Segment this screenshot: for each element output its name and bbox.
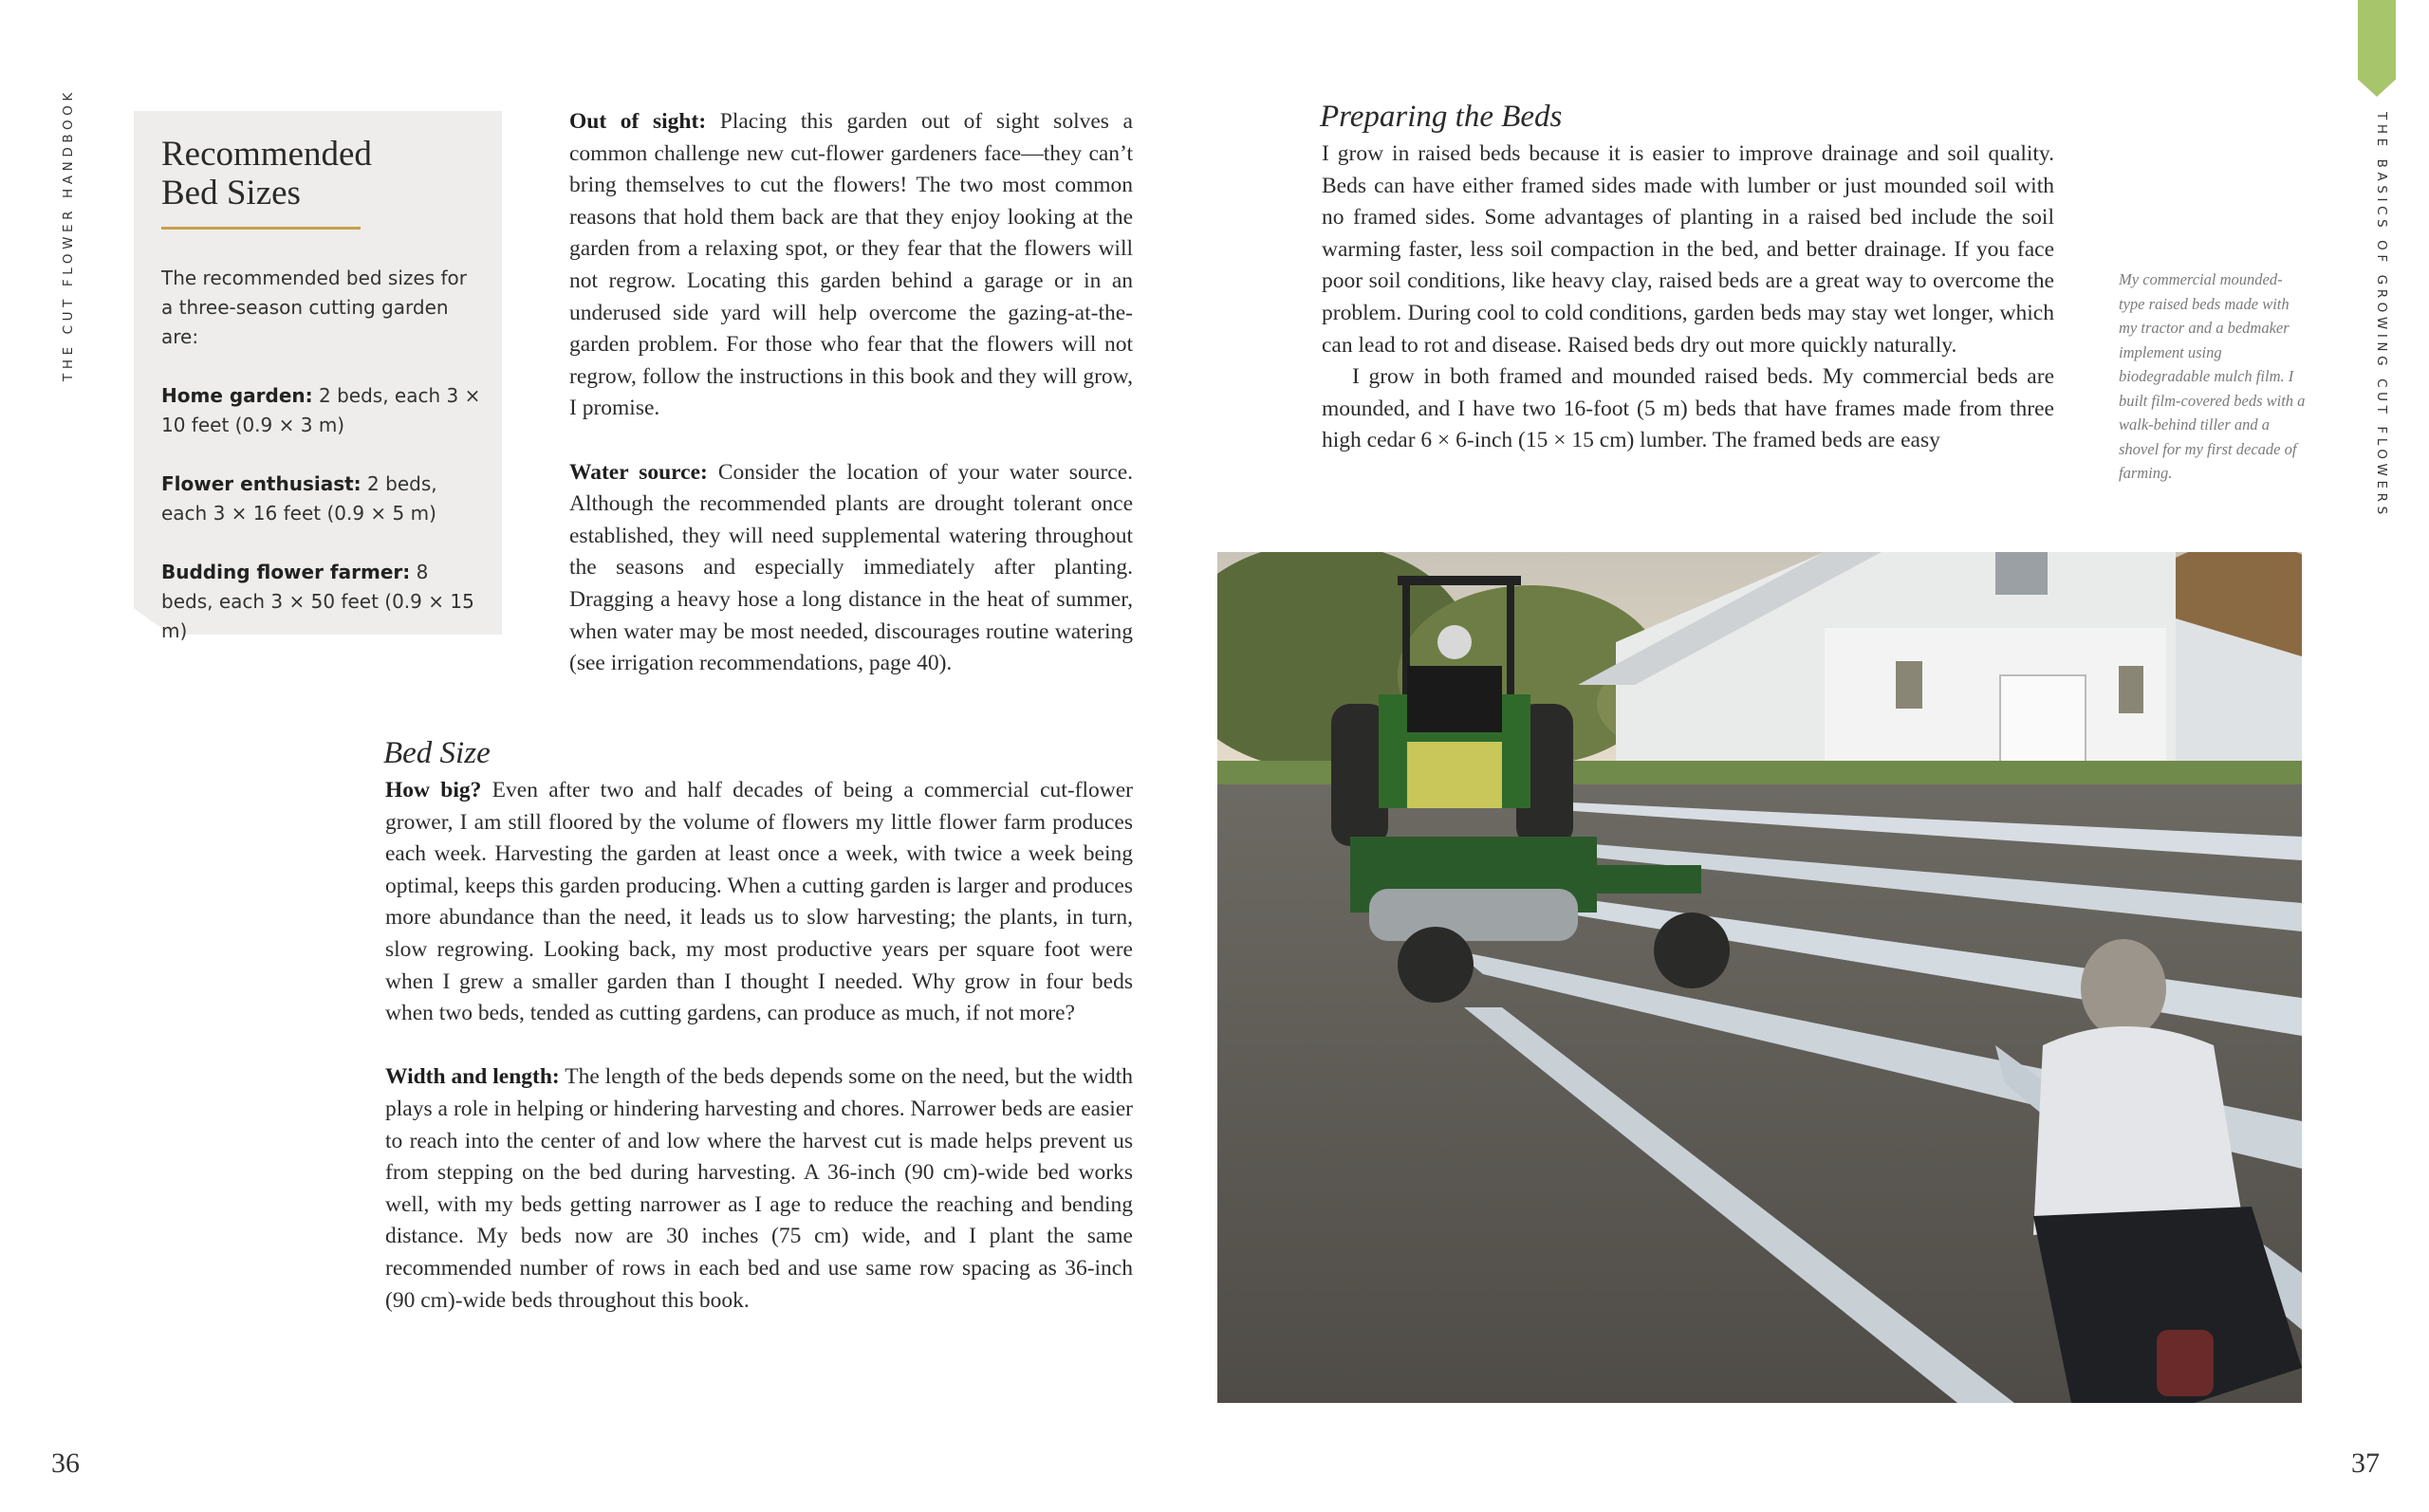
running-head-left — [61, 88, 89, 391]
paragraph-text: Placing this garden out of sight solves a common challenge new cut-flower gardeners face—they can’t bring themselves to cut the flowers! The two most common reasons that hold them back are that they enjoy looking at the garden from a relaxing spot, or they fear that the flowers will not regrow. Locating this garden behind a garage or in an underused side yard will help overcome the gazing-at-the-garden problem. For those who fear that the flowers will not regrow, follow the instructions in this book and they will grow, I promise. — [569, 109, 1133, 421]
preparing-beds-heading: Preparing the Beds — [1320, 100, 1563, 134]
sidebar-item-label: Flower enthusiast: — [161, 472, 362, 495]
column-siting — [569, 106, 1133, 680]
sidebar-item-label: Home garden: — [161, 384, 313, 407]
paragraph-text: Even after two and half decades of being a commercial cut-flower grower, I am still floored by the volume of flowers my little flower farm produces each week. Harvesting the garden at least once a week, with twice a week being optimal, keeps this garden producing. When a cutting garden is larger and produces more abundance than the need, it leads us to slow harvesting; the plants, in turn, slow regrowing. Looking back, my most productive years per square foot were when I grew a smaller garden than I thought I needed. Why grow in four beds when two beds, tended as cutting gardens, can produce as much, if not more? — [385, 778, 1133, 1026]
bed-size-heading: Bed Size — [383, 736, 491, 770]
chapter-tab-marker — [2358, 0, 2396, 97]
paragraph-text: Consider the location of your water source. Although the recommended plants are drought tolerant once established, they will need supplemental watering throughout the seasons and especially immediately after planting. Dragging a heavy hose a long distance in the heat of summer, when water may be most needed, discourages routine watering (see irrigation recommendations, page 40). — [569, 459, 1134, 676]
sidebar-item-label: Budding flower farmer: — [161, 561, 411, 583]
sidebar-item-text: 2 beds, each 3 × 16 feet (0.9 × 5 m) — [161, 472, 437, 525]
sidebar-title — [161, 135, 465, 212]
paragraph-how-big — [385, 775, 1133, 1030]
photo-illustration — [1217, 552, 2302, 1403]
paragraph-label: Width and length: — [385, 1064, 560, 1090]
sidebar-title-line1: Recommended — [161, 135, 372, 174]
sidebar-item-text: 2 beds, each 3 × 10 feet (0.9 × 3 m) — [161, 384, 481, 436]
sidebar-item-flower-enthusiast — [161, 470, 484, 528]
sidebar-body — [161, 264, 484, 675]
paragraph-water-source — [569, 457, 1133, 680]
sidebar-title-rule — [161, 227, 361, 230]
running-head-left-text: THE CUT FLOWER HANDBOOK — [61, 88, 76, 381]
sidebar-item-home-garden — [161, 381, 484, 440]
paragraph-preparing-1: I grow in raised beds because it is easier to improve drainage and soil quality. Beds can have either framed sides made with lumber or just mounded soil with no framed sides. Some advantages of planting in a raised bed include the soil warming faster, less soil compaction in the bed, and better drainage. If you face poor soil conditions, like heavy clay, raised beds are a great way to overcome the problem. During cool to cold conditions, garden beds may stay wet longer, which can lead to rot and disease. Raised beds dry out more quickly naturally. — [1322, 141, 2054, 358]
paragraph-text: The length of the beds depends some on the need, but the width plays a role in helping or hindering harvesting and chores. Narrower beds are easier to reach into the center of and low where the harvest cut is made helps prevent us from stepping on the bed during harvesting. A 36-inch (90 cm)-wide bed works well, with my beds getting narrower as I age to reduce the reaching and bending distance. My beds now are 30 inches (75 cm) wide, and I plant the same recommended number of rows in each bed and use same row spacing as 36-inch (90 cm)-wide beds throughout this book. — [385, 1064, 1133, 1313]
sidebar-item-budding-flower-farmer — [161, 558, 484, 646]
sidebar-title-line2: Bed Sizes — [161, 174, 301, 212]
sidebar-intro: The recommended bed sizes for a three-season cutting garden are: — [161, 267, 467, 348]
sidebar-item-text: 8 beds, each 3 × 50 feet (0.9 × 15 m) — [161, 561, 474, 642]
photo-caption: My commercial mounded-type raised beds made with my tractor and a bedmaker implement using biodegradable mulch film. I built film-covered beds with a walk-behind tiller and a shovel for my first decade of farming. — [2119, 270, 2306, 482]
photo-tractor-bedmaker — [1217, 552, 2302, 1403]
paragraph-label: Water source: — [569, 459, 708, 485]
paragraph-label: Out of sight: — [569, 109, 707, 134]
paragraph-preparing-2: I grow in both framed and mounded raised beds. My commercial beds are mounded, and I have two 16-foot (5 m) beds that have frames made from three high cedar 6 × 6-inch (15 × 15 cm) lumber. The framed beds are easy — [1322, 364, 2054, 453]
paragraph-out-of-sight — [569, 106, 1133, 425]
running-head-right — [2368, 112, 2397, 519]
running-head-right-text: THE BASICS OF GROWING CUT FLOWERS — [2374, 112, 2389, 519]
page-number-left: 36 — [51, 1447, 80, 1479]
column-preparing-beds — [1322, 138, 2054, 457]
column-bed-size — [385, 775, 1133, 1317]
paragraph-label: How big? — [385, 778, 482, 802]
page-number-right: 37 — [2351, 1447, 2380, 1479]
paragraph-width-and-length — [385, 1061, 1133, 1317]
